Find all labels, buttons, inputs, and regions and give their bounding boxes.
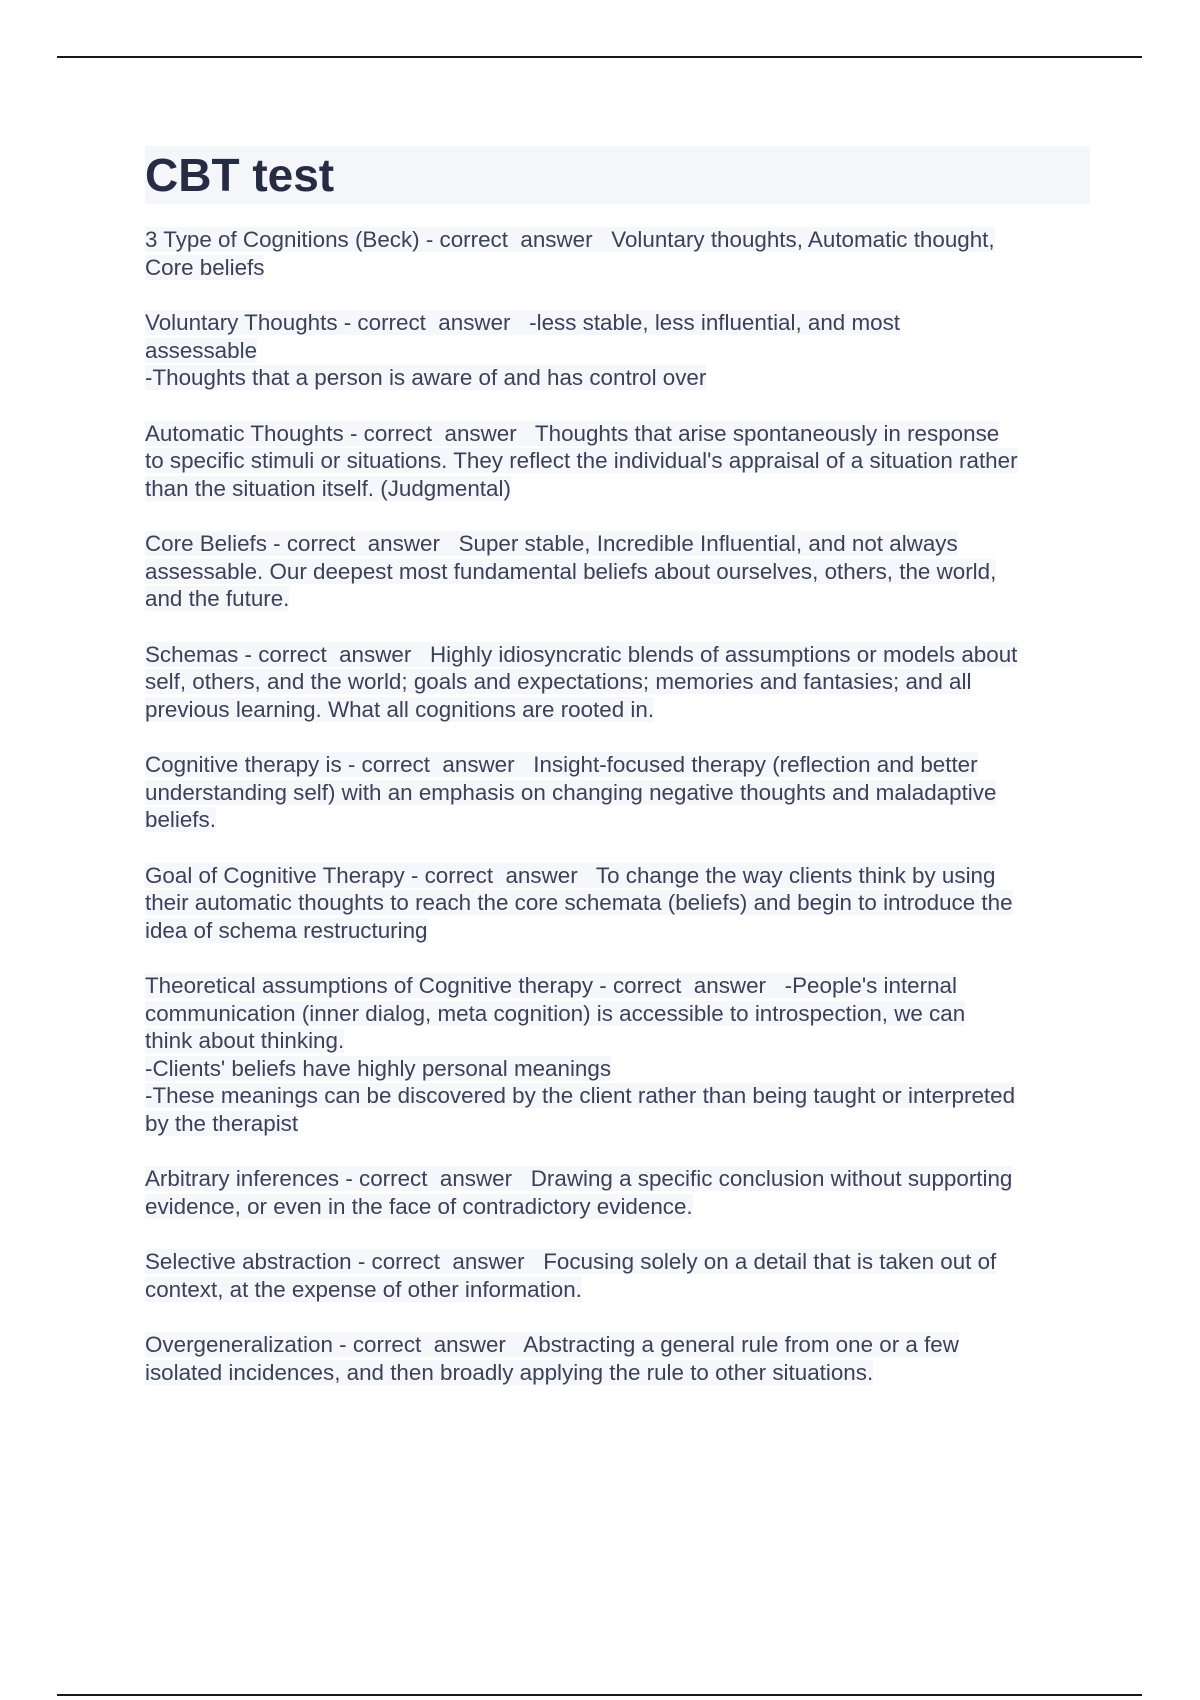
entry-line-text: -Clients' beliefs have highly personal meanings (145, 1055, 612, 1081)
qa-entry (145, 862, 1090, 945)
entry-line-text: Voluntary Thoughts - correct answer -less stable, less influential, and most (145, 310, 901, 335)
entry-line-text: Schemas - correct answer Highly idiosyncratic blends of assumptions or models about (145, 641, 1018, 667)
page-title: CBT test (145, 146, 1090, 204)
entry-line-text: communication (inner dialog, meta cognition) is accessible to introspection, we can (145, 1000, 966, 1026)
qa-entry (145, 1331, 1090, 1386)
entry-line-text: previous learning. What all cognitions are rooted in. (145, 696, 655, 722)
entry-line (145, 337, 1090, 365)
entry-line (145, 1027, 1090, 1055)
entry-line (145, 364, 1090, 392)
entry-line-text: isolated incidences, and then broadly applying the rule to other situations. (145, 1359, 874, 1385)
entry-line (145, 558, 1090, 586)
entry-line (145, 254, 1090, 282)
entry-line-text: Cognitive therapy is - correct answer Insight-focused therapy (reflection and better (145, 752, 978, 777)
entry-line (145, 751, 1090, 779)
qa-entry (145, 751, 1090, 834)
entry-line-text: -These meanings can be discovered by the client rather than being taught or interpreted (145, 1083, 1016, 1108)
entry-list (145, 226, 1090, 1386)
entry-line (145, 1055, 1090, 1083)
entry-line-text: Core beliefs (145, 254, 265, 280)
entry-line-text: Theoretical assumptions of Cognitive therapy - correct answer -People's internal (145, 973, 957, 998)
entry-line (145, 1248, 1090, 1276)
entry-line (145, 226, 1090, 254)
entry-line-text: context, at the expense of other information. (145, 1276, 582, 1302)
entry-line (145, 530, 1090, 558)
entry-line (145, 917, 1090, 945)
entry-line-text: evidence, or even in the face of contradictory evidence. (145, 1193, 693, 1219)
entry-line-text: assessable. Our deepest most fundamental beliefs about ourselves, others, the world, (145, 558, 997, 584)
top-rule (57, 56, 1142, 58)
entry-line-text: Goal of Cognitive Therapy - correct answer To change the way clients think by using (145, 862, 996, 888)
entry-line-text: than the situation itself. (Judgmental) (145, 475, 511, 501)
entry-line-text: by the therapist (145, 1110, 299, 1136)
entry-line-text: and the future. (145, 586, 290, 611)
entry-line (145, 447, 1090, 475)
entry-line-text: understanding self) with an emphasis on changing negative thoughts and maladaptive (145, 779, 997, 805)
entry-line (145, 309, 1090, 337)
qa-entry (145, 226, 1090, 281)
entry-line (145, 1331, 1090, 1359)
entry-line (145, 1110, 1090, 1138)
entry-line-text: Arbitrary inferences - correct answer Drawing a specific conclusion without supporting (145, 1166, 1013, 1191)
entry-line-text: idea of schema restructuring (145, 917, 428, 943)
entry-line-text: 3 Type of Cognitions (Beck) - correct answer Voluntary thoughts, Automatic thought, (145, 227, 995, 252)
entry-line (145, 779, 1090, 807)
entry-line (145, 585, 1090, 613)
entry-line (145, 641, 1090, 669)
entry-line (145, 475, 1090, 503)
qa-entry (145, 309, 1090, 392)
entry-line-text: self, others, and the world; goals and expectations; memories and fantasies; and all (145, 669, 972, 694)
entry-line (145, 972, 1090, 1000)
entry-line-text: beliefs. (145, 807, 216, 832)
entry-line-text: Core Beliefs - correct answer Super stable, Incredible Influential, and not always (145, 531, 958, 556)
qa-entry (145, 641, 1090, 724)
entry-line-text: -Thoughts that a person is aware of and has control over (145, 365, 707, 390)
entry-line (145, 889, 1090, 917)
entry-line (145, 1082, 1090, 1110)
entry-line-text: Overgeneralization - correct answer Abstracting a general rule from one or a few (145, 1332, 959, 1357)
entry-line (145, 862, 1090, 890)
entry-line (145, 1276, 1090, 1304)
entry-line (145, 668, 1090, 696)
entry-line-text: to specific stimuli or situations. They reflect the individual's appraisal of a situation rather (145, 448, 1018, 473)
entry-line (145, 806, 1090, 834)
entry-line-text: think about thinking. (145, 1028, 345, 1053)
qa-entry (145, 1248, 1090, 1303)
qa-entry (145, 530, 1090, 613)
entry-line (145, 1000, 1090, 1028)
entry-line (145, 420, 1090, 448)
entry-line (145, 1165, 1090, 1193)
bottom-rule (57, 1694, 1142, 1696)
entry-line-text: their automatic thoughts to reach the core schemata (beliefs) and begin to introduce the (145, 890, 1013, 915)
qa-entry (145, 420, 1090, 503)
entry-line-text: Selective abstraction - correct answer Focusing solely on a detail that is taken out of (145, 1249, 997, 1274)
qa-entry (145, 972, 1090, 1137)
qa-entry (145, 1165, 1090, 1220)
entry-line (145, 1193, 1090, 1221)
entry-line (145, 1359, 1090, 1387)
document-body (145, 146, 1090, 1414)
entry-line-text: assessable (145, 337, 258, 363)
entry-line-text: Automatic Thoughts - correct answer Thoughts that arise spontaneously in response (145, 420, 1000, 446)
entry-line (145, 696, 1090, 724)
